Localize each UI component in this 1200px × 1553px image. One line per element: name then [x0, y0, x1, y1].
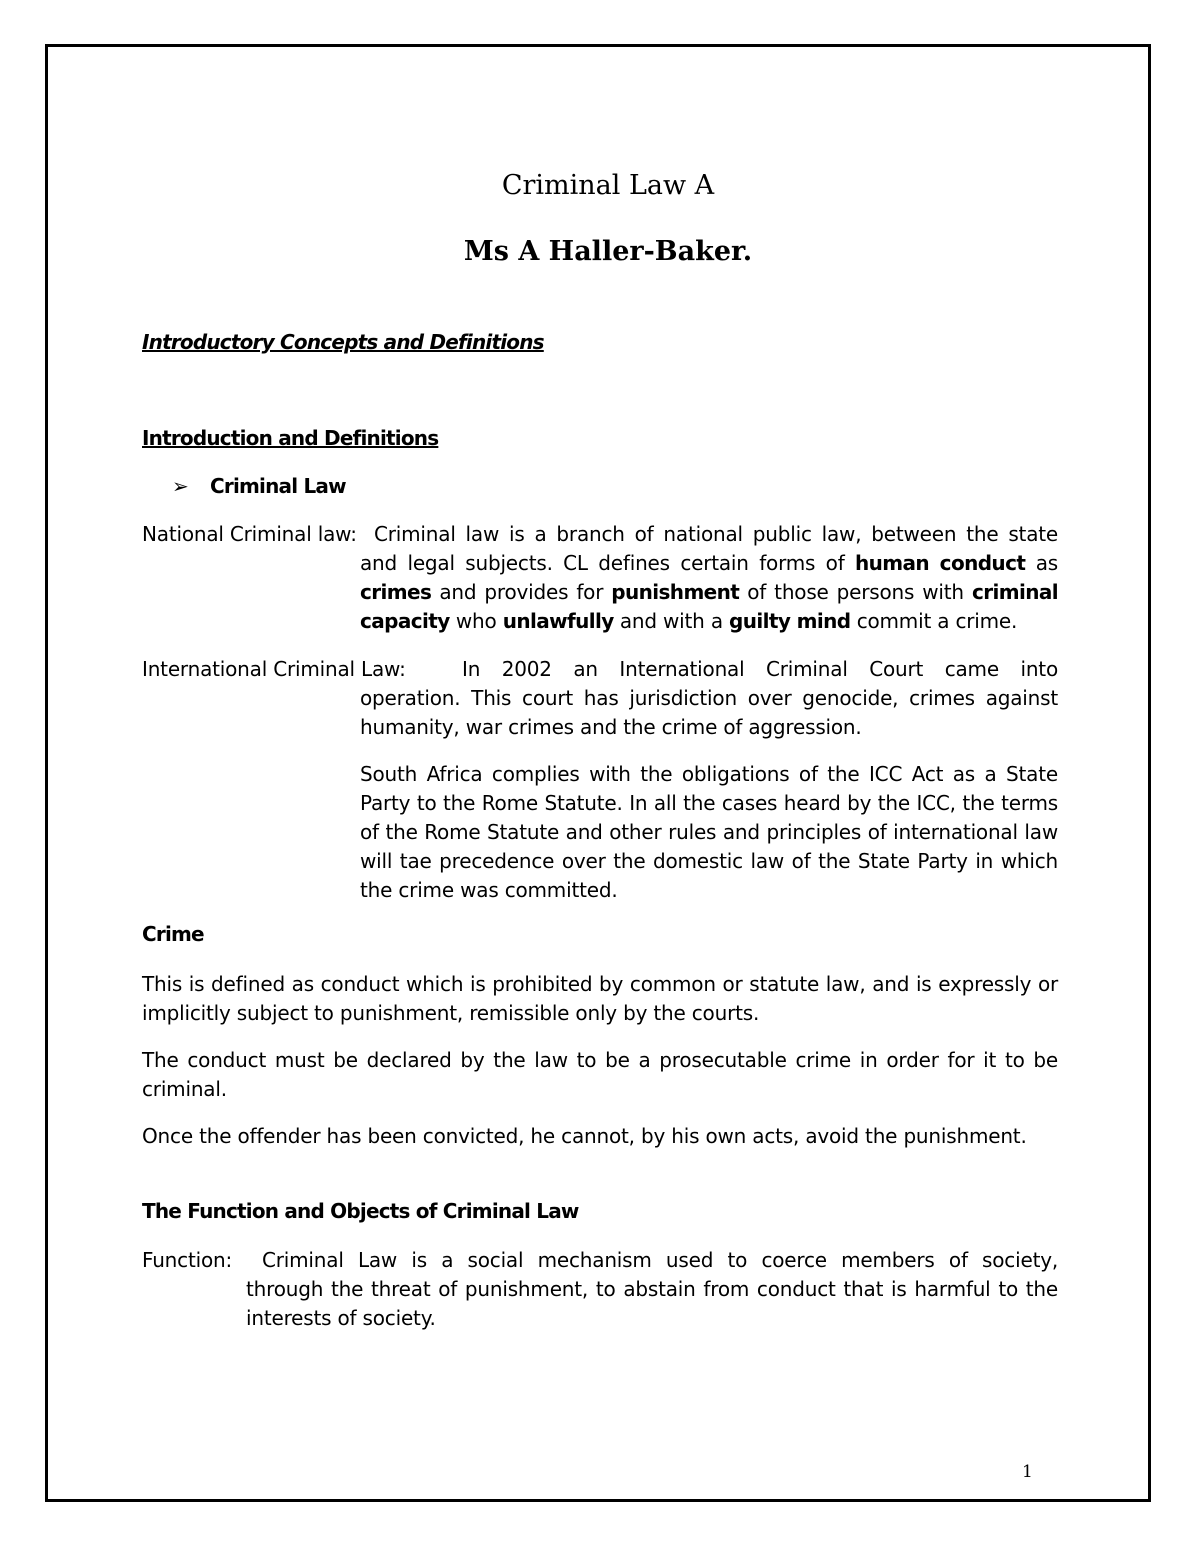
bold-punishment: punishment	[611, 580, 740, 604]
crime-paragraph-3: Once the offender has been convicted, he cannot, by his own acts, avoid the punishment.	[142, 1124, 1027, 1148]
national-term: National Criminal law:	[142, 522, 357, 546]
international-definition: operation. This court has jurisdiction over genocide, crimes against humanity, war crimes and the crime of aggression.	[360, 686, 1058, 739]
function-definition: through the threat of punishment, to abstain from conduct that is harmful to the interests of society.	[246, 1277, 1058, 1330]
function-term: Function:	[142, 1248, 233, 1272]
document-author: Ms A Haller-Baker.	[463, 236, 753, 267]
bold-human-conduct: human conduct	[855, 551, 1026, 575]
intro-heading: Introduction and Definitions	[142, 426, 439, 450]
section-heading: Introductory Concepts and Definitions	[142, 330, 544, 354]
international-paragraph-2: South Africa complies with the obligations of the ICC Act as a State Party to the Rome Statute. In all the cases heard by the ICC, the terms of the Rome Statute and other rules and principles of international law will tae precedence over the domestic law of the State Party in which the crime was committed.	[360, 762, 1058, 902]
bold-criminal-capacity: criminal capacity	[360, 580, 1058, 633]
international-line1: In 2002 an International Criminal Court came into	[462, 657, 1058, 681]
crime-paragraph-1: This is defined as conduct which is prohibited by common or statute law, and is expressly or implicitly subject to punishment, remissible only by the courts.	[142, 972, 1058, 1025]
international-term: International Criminal Law:	[142, 657, 406, 681]
function-heading: The Function and Objects of Criminal Law	[142, 1199, 579, 1223]
page-number: 1	[1022, 1462, 1033, 1482]
crime-heading: Crime	[142, 922, 204, 946]
bold-guilty-mind: guilty mind	[729, 609, 851, 633]
bullet-label: Criminal Law	[210, 474, 346, 498]
document-title: Criminal Law A	[501, 170, 715, 201]
bold-unlawfully: unlawfully	[502, 609, 614, 633]
crime-paragraph-2: The conduct must be declared by the law to be a prosecutable crime in order for it to be criminal.	[142, 1048, 1058, 1101]
bold-crimes: crimes	[360, 580, 432, 604]
bullet-arrow-icon: ➢	[172, 474, 189, 498]
national-definition: and legal subjects. CL defines certain forms of human conduct as crimes and provides for punishment of those persons with criminal capacity who unlawfully and with a guilty mind commit a crime.	[360, 551, 1059, 633]
national-line1: Criminal law is a branch of national public law, between the state	[374, 522, 1058, 546]
function-line1: Criminal Law is a social mechanism used to coerce members of society,	[262, 1248, 1058, 1272]
